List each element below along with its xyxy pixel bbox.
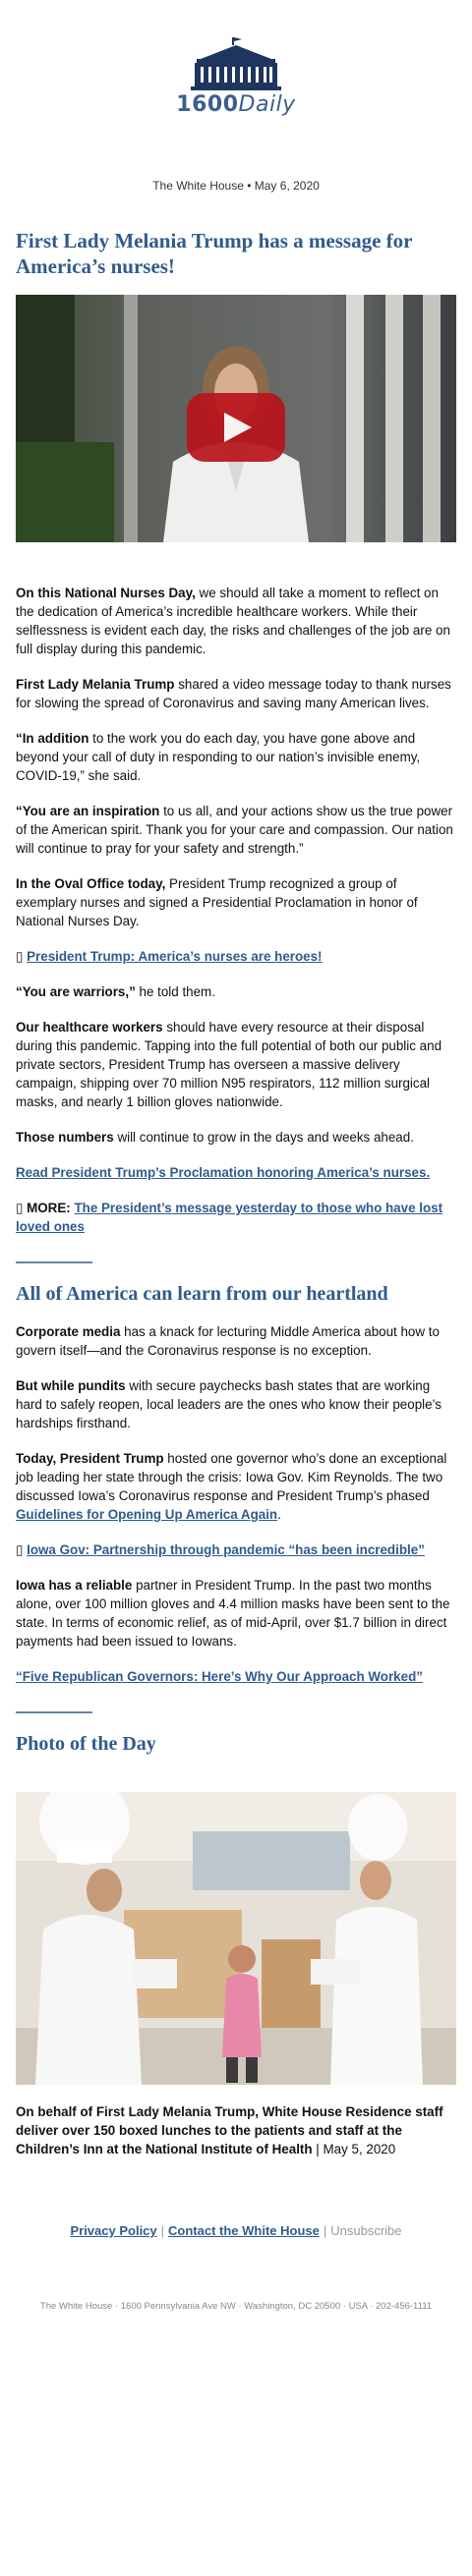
- section1-headline: First Lady Melania Trump has a message for America’s nurses!: [16, 229, 413, 278]
- iowa-gov-link[interactable]: Iowa Gov: Partnership through pandemic “has been incredible”: [27, 1542, 425, 1557]
- white-house-icon: [191, 37, 281, 90]
- s1-video-link-row: [16, 947, 456, 966]
- s1-p4-text: to us all, and your actions show us the true power of the American spirit. Thank you for your care and compassion. Our nation will continue to pray for your safety and strength.”: [16, 804, 453, 856]
- s1-p1-text: we should all take a moment to reflect on the dedication of America’s incredible healthcare workers. While their selflessness is evident each day, the risks and challenges of the job are on full display during this pandemic.: [16, 586, 450, 656]
- footer-address: The White House · 1600 Pennsylvania Ave NW · Washington, DC 20500 · USA · 202-456-1111: [39, 2301, 433, 2312]
- s1-paragraph-8: [16, 1128, 456, 1147]
- privacy-policy-link[interactable]: Privacy Policy: [70, 2223, 157, 2238]
- photo-image: [16, 1792, 456, 2085]
- caption-date: | May 5, 2020: [312, 2142, 396, 2156]
- s1-p4-lead: “You are an inspiration: [16, 804, 160, 818]
- video-camera-icon: ▯: [16, 949, 24, 964]
- caption-text: On behalf of First Lady Melania Trump, White House Residence staff deliver over 150 boxed lunches to the patients and staff at the Children’s Inn at the National Institute of Health: [16, 2104, 443, 2156]
- section3-headline: Photo of the Day: [16, 1733, 156, 1755]
- pointing-hand-icon: ▯: [16, 1201, 24, 1215]
- s1-p5-lead: In the Oval Office today,: [16, 876, 166, 891]
- s2-p3-text: hosted one governor who’s done an exceptional job leading her state through the crisis: Iowa Gov. Kim Reynolds. The two discussed Iowa’s Coronavirus response and President Trump’s phased: [16, 1451, 447, 1503]
- s1-p6-text: he told them.: [135, 984, 215, 999]
- footer-separator: |: [160, 2223, 165, 2238]
- s2-paragraph-1: [16, 1322, 456, 1360]
- s2-governors-row: [16, 1667, 456, 1686]
- s2-p1-lead: Corporate media: [16, 1324, 121, 1339]
- dateline: The White House • May 6, 2020: [152, 179, 320, 193]
- s2-p3-end: .: [277, 1507, 281, 1522]
- photo-caption: [16, 2102, 456, 2158]
- s1-p7-text: should have every resource at their disposal during this pandemic. Tapping into the full potential of both our public and private sectors, President Trump has overseen a massive delivery campaign, shipping over 70 million N95 respirators, 112 million surgical masks, and nearly 1 billion gloves nationwide.: [16, 1020, 442, 1109]
- brand-wordmark: [16, 92, 456, 117]
- unsubscribe-link[interactable]: Unsubscribe: [330, 2223, 402, 2238]
- reopening-guidelines-link[interactable]: Guidelines for Opening Up America Again: [16, 1507, 278, 1522]
- nurses-heroes-link[interactable]: President Trump: America’s nurses are heroes!: [27, 949, 323, 964]
- s1-paragraph-2: [16, 675, 456, 712]
- s2-p2-text: with secure paychecks bash states that are working hard to safely reopen, local leaders are the ones who know their people’s hardships firsthand.: [16, 1378, 442, 1430]
- s1-p5-text: President Trump recognized a group of exemplary nurses and signed a Presidential Proclamation in honor of National Nurses Day.: [16, 876, 418, 928]
- s2-paragraph-3: [16, 1449, 456, 1524]
- s2-p3-lead: Today, President Trump: [16, 1451, 164, 1466]
- footer-separator: |: [323, 2223, 327, 2238]
- s1-proclamation-row: [16, 1163, 456, 1182]
- brand-bold: 1600: [176, 92, 239, 117]
- s1-p3-lead: “In addition: [16, 731, 89, 746]
- section-divider: [16, 1711, 92, 1713]
- s1-p7-lead: Our healthcare workers: [16, 1020, 163, 1035]
- footer-links: [16, 2223, 456, 2238]
- s1-p1-lead: On this National Nurses Day,: [16, 586, 196, 600]
- s2-paragraph-2: [16, 1376, 456, 1432]
- s2-p4-text: partner in President Trump. In the past two months alone, over 100 million gloves and 4.4 million masks have been sent to the state. In terms of economic relief, as of mid-April, over $1.7 billion in direct payments had been issued to Iowans.: [16, 1578, 450, 1649]
- newsletter: [16, 0, 456, 2312]
- video-thumbnail[interactable]: [16, 295, 456, 542]
- s1-p3-text: to the work you do each day, you have gone above and beyond your call of duty in responding to our nation’s invisible enemy, COVID-19,” she said.: [16, 731, 421, 783]
- s1-paragraph-1: [16, 584, 456, 658]
- s1-p8-text: will continue to grow in the days and weeks ahead.: [113, 1130, 414, 1145]
- s1-p8-lead: Those numbers: [16, 1130, 114, 1145]
- s1-paragraph-5: [16, 874, 456, 930]
- s2-paragraph-4: [16, 1576, 456, 1651]
- s2-video-link-row: [16, 1540, 456, 1559]
- section2-headline: All of America can learn from our heartland: [16, 1283, 388, 1305]
- lost-loved-ones-link[interactable]: The President’s message yesterday to those who have lost loved ones: [16, 1201, 443, 1234]
- s1-p2-text: shared a video message today to thank nurses for slowing the spread of Coronavirus and saving many American lives.: [16, 677, 451, 710]
- video-camera-icon: ▯: [16, 1542, 24, 1557]
- section-divider: [16, 1261, 92, 1263]
- s2-p1-text: has a knack for lecturing Middle America about how to govern itself—and the Coronavirus response is no exception.: [16, 1324, 440, 1358]
- s1-more-row: [16, 1199, 456, 1236]
- republican-governors-link[interactable]: “Five Republican Governors: Here’s Why Our Approach Worked”: [16, 1669, 423, 1684]
- s2-p2-lead: But while pundits: [16, 1378, 126, 1393]
- s1-paragraph-7: [16, 1018, 456, 1111]
- play-button-icon[interactable]: [187, 393, 285, 462]
- brand-italic: Daily: [238, 92, 296, 117]
- contact-link[interactable]: Contact the White House: [168, 2223, 320, 2238]
- s1-paragraph-6: [16, 982, 456, 1001]
- s1-p2-lead: First Lady Melania Trump: [16, 677, 175, 692]
- s1-paragraph-4: [16, 802, 456, 858]
- logo: [16, 0, 456, 143]
- more-label: MORE:: [27, 1201, 75, 1215]
- photo-of-the-day: [16, 1792, 456, 2085]
- s2-p4-lead: Iowa has a reliable: [16, 1578, 133, 1593]
- s1-paragraph-3: [16, 729, 456, 785]
- s1-p6-lead: “You are warriors,”: [16, 984, 136, 999]
- proclamation-link[interactable]: Read President Trump’s Proclamation honoring America’s nurses.: [16, 1165, 431, 1180]
